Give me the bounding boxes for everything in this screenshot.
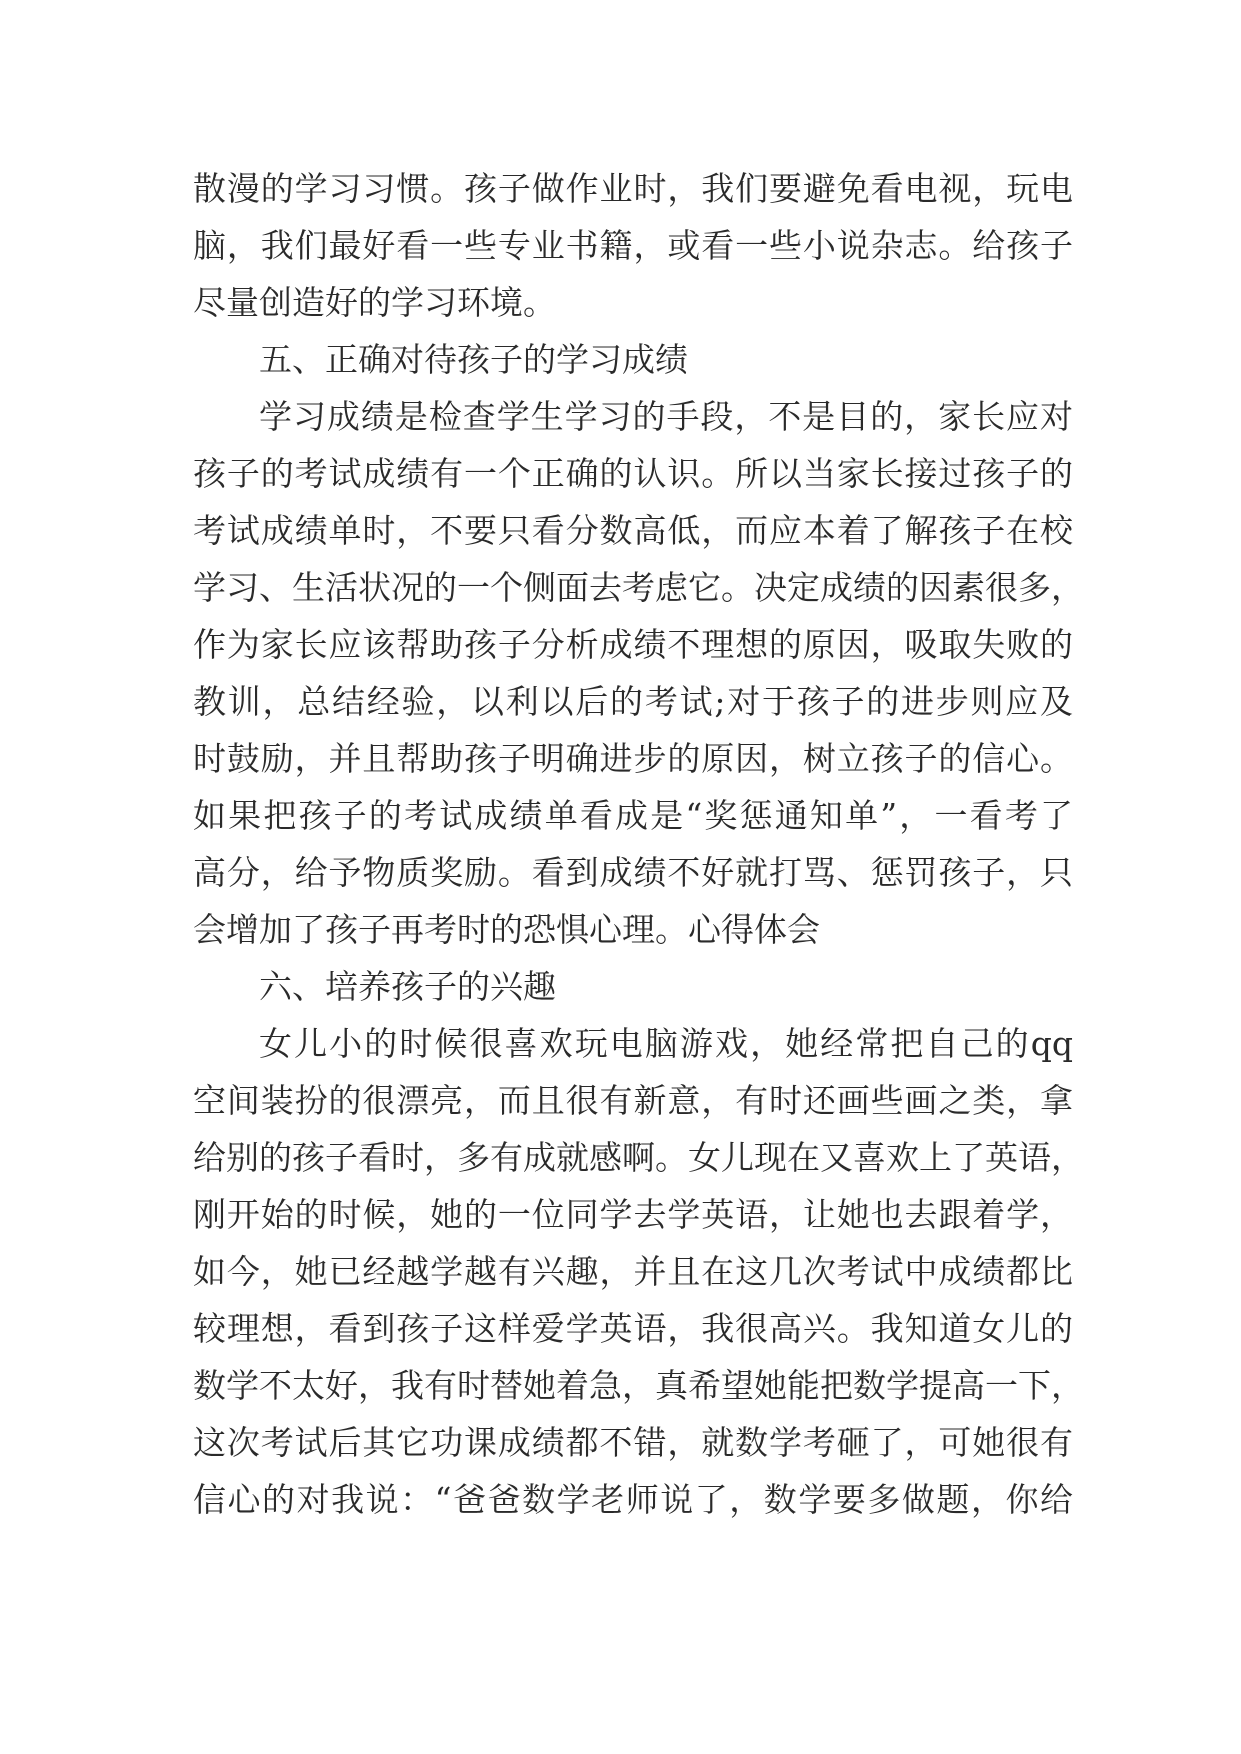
text-line: 数学不太好，我有时替她着急，真希望她能把数学提高一下， bbox=[193, 1366, 1084, 1405]
text-line: 散漫的学习习惯。孩子做作业时，我们要避免看电视，玩电 bbox=[193, 169, 1073, 208]
text-line: 高分，给予物质奖励。看到成绩不好就打骂、惩罚孩子，只 bbox=[193, 853, 1073, 892]
text-line: 脑，我们最好看一些专业书籍，或看一些小说杂志。给孩子 bbox=[193, 226, 1073, 265]
text-line: 会增加了孩子再考时的恐惧心理。心得体会 bbox=[193, 910, 820, 949]
text-line: 六、培养孩子的兴趣 bbox=[259, 967, 556, 1006]
text-line: 给别的孩子看时，多有成就感啊。女儿现在又喜欢上了英语， bbox=[193, 1138, 1084, 1177]
text-line: 时鼓励，并且帮助孩子明确进步的原因，树立孩子的信心。 bbox=[193, 739, 1073, 778]
text-line: 教训，总结经验，以利以后的考试;对于孩子的进步则应及 bbox=[193, 682, 1073, 721]
text-line: 较理想，看到孩子这样爱学英语，我很高兴。我知道女儿的 bbox=[193, 1309, 1073, 1348]
text-line: 如今，她已经越学越有兴趣，并且在这几次考试中成绩都比 bbox=[193, 1252, 1073, 1291]
text-line: 孩子的考试成绩有一个正确的认识。所以当家长接过孩子的 bbox=[193, 454, 1073, 493]
text-line: 刚开始的时候，她的一位同学去学英语，让她也去跟着学， bbox=[193, 1195, 1073, 1234]
text-line: 信心的对我说：“爸爸数学老师说了，数学要多做题，你给 bbox=[193, 1480, 1073, 1519]
text-line: 如果把孩子的考试成绩单看成是“奖惩通知单”，一看考了 bbox=[193, 796, 1073, 835]
text-line: 作为家长应该帮助孩子分析成绩不理想的原因，吸取失败的 bbox=[193, 625, 1073, 664]
text-line: 五、正确对待孩子的学习成绩 bbox=[259, 340, 688, 379]
body-text bbox=[193, 160, 1084, 1528]
text-line: 学习成绩是检查学生学习的手段，不是目的，家长应对 bbox=[259, 397, 1073, 436]
text-line: 尽量创造好的学习环境。 bbox=[193, 283, 556, 322]
text-line: 考试成绩单时，不要只看分数高低，而应本着了解孩子在校 bbox=[193, 511, 1073, 550]
text-line: 女儿小的时候很喜欢玩电脑游戏，她经常把自己的qq bbox=[259, 1024, 1073, 1063]
text-line: 学习、生活状况的一个侧面去考虑它。决定成绩的因素很多， bbox=[193, 568, 1084, 607]
text-line: 这次考试后其它功课成绩都不错，就数学考砸了，可她很有 bbox=[193, 1423, 1073, 1462]
text-line: 空间装扮的很漂亮，而且很有新意，有时还画些画之类，拿 bbox=[193, 1081, 1073, 1120]
